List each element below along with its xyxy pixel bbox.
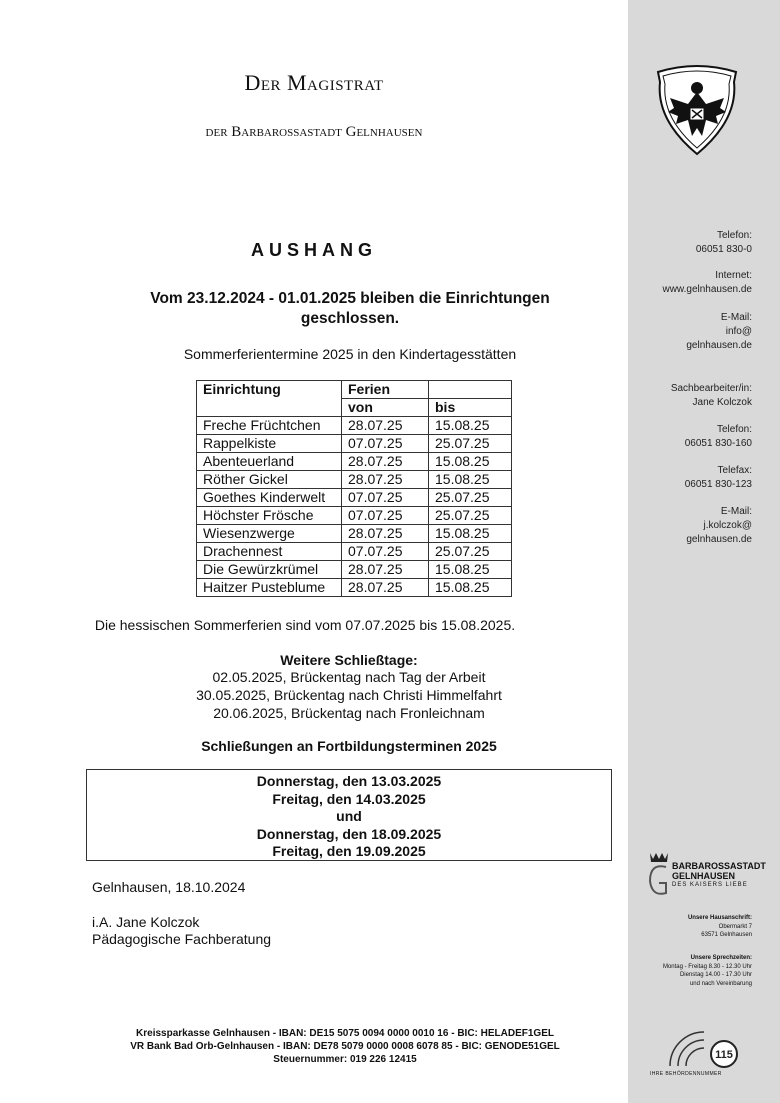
training-date: Donnerstag, den 13.03.2025 [256,773,442,789]
to-cell: 25.07.25 [429,489,512,507]
training-date: Donnerstag, den 18.09.2025 [256,825,442,842]
footer-line: Steuernummer: 019 226 12415 [273,1054,417,1065]
contact-value: 06051 830-123 [684,479,752,490]
to-cell: 25.07.25 [429,543,512,561]
to-cell: 25.07.25 [429,435,512,453]
closure-line: geschlossen. [300,310,400,327]
closure-notice [110,289,590,329]
address-label: Unsere Hausanschrift: [687,915,752,921]
to-cell: 15.08.25 [429,579,512,597]
email-link[interactable]: j.kolczok@ [703,520,752,531]
closure-line: Vom 23.12.2024 - 01.01.2025 bleiben die Einrichtungen [150,290,550,307]
training-date: Freitag, den 19.09.2025 [272,843,426,859]
column-header: Einrichtung [197,381,342,399]
facility-cell: Wiesenzwerge [197,525,342,543]
contact-clerk [622,382,752,410]
list-item: 02.05.2025, Brückentag nach Tag der Arbeit [212,669,486,685]
brand-slogan: DES KAISERS LIEBE [672,882,748,888]
table-row [197,489,512,507]
column-header: Ferien [342,381,429,399]
table-row [197,561,512,579]
training-dates-box [86,769,612,861]
postal-address [612,914,752,940]
table-row [197,525,512,543]
contact-label: Telefax: [717,465,752,476]
place-date: Gelnhausen, 18.10.2024 [92,879,246,895]
facility-cell: Rappelkiste [197,435,342,453]
contact-label: Internet: [715,270,752,281]
email-link[interactable]: gelnhausen.de [686,534,752,545]
from-cell: 28.07.25 [342,525,429,543]
number-115: 115 [715,1049,733,1061]
more-closures-list [0,668,698,722]
email-link[interactable]: info@ [725,326,752,337]
facility-cell: Freche Früchtchen [197,417,342,435]
crown-g-logo-icon [646,851,672,899]
notice-title: AUSHANG [250,240,377,260]
facility-cell: Haitzer Pusteblume [197,579,342,597]
footer-line: Kreissparkasse Gelnhausen - IBAN: DE15 5075 0094 0000 0010 16 - BIC: HELADEF1GEL [136,1028,554,1039]
to-cell: 25.07.25 [429,507,512,525]
org-header: Der Magistrat [244,70,384,95]
from-cell: 28.07.25 [342,579,429,597]
hessen-holiday-note: Die hessischen Sommerferien sind vom 07.07.2025 bis 15.08.2025. [94,617,516,633]
more-closures-title: Weitere Schließtage: [280,652,418,668]
footer-line: VR Bank Bad Orb-Gelnhausen - IBAN: DE78 5079 0000 0008 6078 85 - BIC: GENODE51GEL [130,1041,560,1052]
table-row [197,543,512,561]
facility-cell: Röther Gickel [197,471,342,489]
coat-of-arms-icon [652,62,742,158]
to-cell: 15.08.25 [429,471,512,489]
table-row [197,435,512,453]
training-title: Schließungen an Fortbildungsterminen 2025 [201,738,497,754]
contact-email [622,311,752,353]
website-link[interactable]: www.gelnhausen.de [662,284,752,295]
signature-name: i.A. Jane Kolczok [92,914,200,930]
table-row [197,417,512,435]
facility-cell: Abenteuerland [197,453,342,471]
brand-line: BARBAROSSASTADT [672,861,766,871]
city-header: der Barbarossastadt Gelnhausen [205,124,423,140]
contact-value: 06051 830-160 [684,438,752,449]
table-row [197,579,512,597]
address-line: 63571 Gelnhausen [701,932,752,938]
column-header: bis [429,399,512,417]
column-header [429,381,512,399]
signature-role: Pädagogische Fachberatung [92,931,272,947]
table-row [197,471,512,489]
from-cell: 07.07.25 [342,489,429,507]
number-115-caption: IHRE BEHÖRDENNUMMER [650,1071,722,1077]
from-cell: 28.07.25 [342,417,429,435]
contact-label: Telefon: [716,230,752,241]
hours-line: und nach Vereinbarung [689,980,752,987]
contact-label: E-Mail: [720,312,752,323]
contact-label: Telefon: [716,424,752,435]
from-cell: 07.07.25 [342,507,429,525]
contact-fax [622,464,752,492]
from-cell: 07.07.25 [342,543,429,561]
hours-line: Dienstag 14.00 - 17.30 Uhr [679,972,752,978]
contact-value: 06051 830-0 [695,244,752,255]
table-row [197,507,512,525]
holiday-table [196,380,512,597]
signature-block [92,914,271,948]
facility-cell: Drachennest [197,543,342,561]
from-cell: 28.07.25 [342,453,429,471]
footer-bank-info [0,1027,690,1066]
table-row [197,453,512,471]
to-cell: 15.08.25 [429,453,512,471]
facility-cell: Die Gewürzkrümel [197,561,342,579]
brand-line: GELNHAUSEN [672,871,736,881]
to-cell: 15.08.25 [429,417,512,435]
contact-internet [622,269,752,297]
list-item: 20.06.2025, Brückentag nach Fronleichnam [213,705,485,721]
brand-name [672,861,766,881]
to-cell: 15.08.25 [429,561,512,579]
from-cell: 28.07.25 [342,561,429,579]
list-item: 30.05.2025, Brückentag nach Christi Himmelfahrt [196,687,502,703]
training-date: Freitag, den 14.03.2025 [272,790,426,807]
contact-clerk-email [622,505,752,547]
contact-label: Sachbearbeiter/in: [670,383,752,394]
training-date: und [336,808,362,824]
address-line: Obermarkt 7 [718,923,752,930]
hours-line: Montag - Freitag 8.30 - 12.30 Uhr [662,963,752,970]
contact-value: Jane Kolczok [692,397,752,408]
hours-label: Unsere Sprechzeiten: [690,955,752,961]
to-cell: 15.08.25 [429,525,512,543]
email-link[interactable]: gelnhausen.de [686,340,752,351]
office-hours [612,954,752,988]
facility-cell: Goethes Kinderwelt [197,489,342,507]
contact-phone [622,229,752,257]
table-header-row [197,381,512,399]
from-cell: 07.07.25 [342,435,429,453]
from-cell: 28.07.25 [342,471,429,489]
table-subtitle: Sommerferientermine 2025 in den Kindertagesstätten [183,346,517,362]
behoerdennummer-115-icon [650,1018,750,1070]
column-header [197,399,342,417]
contact-clerk-phone [622,423,752,451]
facility-cell: Höchster Frösche [197,507,342,525]
contact-label: E-Mail: [720,506,752,517]
table-subheader-row [197,399,512,417]
column-header: von [342,399,429,417]
